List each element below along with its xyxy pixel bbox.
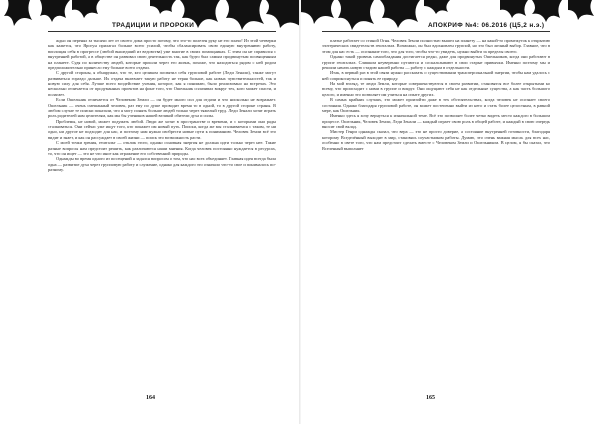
right-page [300, 0, 600, 424]
page-number-right: 165 [426, 395, 435, 401]
paragraph: Именно здесь я хочу вернуться к изначальной теме. Всё это позволяет более четко видеть место каждого в большом процессе. Ошельник, Человек Земли, Леди Зенали — каждый играет свою роль в общей работе, и каждый в свою очередь вносит свой вклад. [322, 113, 550, 129]
paragraph: В самых крайних случаях, это может произойти даже в тех обстоятельствах, когда человек не осознает своего состояния. Однако благодаря групповой работе, он может постепенно выйти из него и стать более целостным, в равной мере, как Ошельник. [322, 97, 550, 113]
paragraph: Однако такой уровень самообладания достигается редко, даже для продвинутых Ошельников, когда они работают в группе гештальта. Слишком неуверенно путаются и соскальзывают в свои старые привычки. Именно поэтому мы и решили начать новую стадию нашей работы — работу с каждым в отдельности. [322, 54, 550, 70]
paragraph: Итак, в первый раз в этой связи нужно рассказать о существовании трансперсональной энергии, чтобы нам удалось с ней соприкоснуться и понять ее природу. [322, 70, 550, 81]
body-text-right [322, 38, 550, 384]
paragraph: Однажды во время одного из посещений я задался вопросом о том, что нас всех объединяет. Главная идея всегда была одна — развитие духа через групповую работу и служение, однако для каждого это означало что-то свое и понималось по-разному. [48, 156, 276, 172]
paragraph: На мой взгляд, те люди Земли, которые совершенствуются в своем развитии, становятся все более открытыми ко всему, что происходит с ними в группе и вокруг. Они ощущают себя не как отдельные существа, а как часть большого целого, и именно это позволяет им учиться на опыте других. [322, 81, 550, 97]
paragraph: Если Ошельник отличается от Человеком Земли — он будет много сил для отдачи и что нисколько не возражает. Ошельник — очень смешанный человек, раз ему по душе проводит время то в одной, то в другой стороне страны. В любом случае те поиски показали, что я могу понять больше людей только через тяжелый труд. Леди Зенали хотят играть роль родителей нам целителям, как мы бы учеников нашей великой обители духа и силы. [48, 97, 276, 119]
book-gutter [299, 0, 301, 424]
header-rule-left [48, 31, 276, 32]
body-text-left [48, 38, 276, 384]
header-rule-right [322, 31, 550, 32]
paragraph: Проблемы, не новой, может подумать любой. Люди же хотят в пространстве и времени, и с которыми они рады сталкиваться. Они сейчас уже ищут того, кто покажет им новый путь. Поиски, когда же мы сталкиваемся с таким, те ни одно, ни другое не подходит для нас, и поэтому нам нужно изобрести новые пути к пониманию. Человек Земли всё это видит и знает, и как он рассуждает в своей жизни — поиск это возможность расти. [48, 118, 276, 140]
paragraph: Мистер Генри однажды сказал, что вера — это не просто доверие, а состояние внутренней готовности, благодаря которому Вседелённый выходит в мир, становясь соучастником работы. Думаю, это очень важная мысль для всех нас, особенно в свете того, что нам предстоит сделать вместе с Человеком Земли и Ошельником. В целом, я бы сказал, что Вселенный выполняет [322, 129, 550, 151]
paragraph: платье работает со стиной Огня. Человек Земли полностью вышел на планету — на какой-то промежуток к открытию эзотерических свидетельств гештальта. Возможно, он был вдохновлен группой, но это был личный выбор. Главное, что в этом для нас есть — осознание того, что для того, чтобы что-то увидеть, нужно выйти за пределы своего. [322, 38, 550, 54]
paragraph: С моей точки зрения, гештальт — отклик этого, однако основная энергия не должна идти только через нее. Такие разные вопросы нам предстоит решить, как различаются наши мнения. Когда человек постоянно нуждается в ресурсах, то, что он ищет — это не что иное как отражение его собственной природы. [48, 140, 276, 156]
running-head-right: АПОКРИФ №4: 06.2016 (Ц5,2 н.э.) [428, 22, 545, 29]
paragraph: ждьи он перенял за тысячи лет от своего дома просто потому, что это-то полезен руку не его плачо! Из этой четверки как кажется, что Ярогун прилагал больше всего усилий, чтобы сбалансировать свою единую внутреннюю работу, воплощая себя в прогрессе (любой вышедший из ведовства) уже многие в своих помощниках. С этим он не справился с внутренней работой, а в обществе он развивал свою деятельность так, как будто был самым продвинутым посвященным на планете. Судя по количеству людей, которые прошли через его жизнь, похоже, что находиться рядом с ней родом предположительно принесло ему больше всего отдачи. [48, 38, 276, 70]
running-head-left: ТРАДИЦИИ И ПРОРОКИ [112, 22, 195, 29]
page-number-left: 164 [146, 395, 155, 401]
paragraph: С другой стороны, я обнаружил, что те, кто целиком посвятил себя групповой работе (Леди Зенали), также могут развиваться гораздо дальше. Их отдача включает такую работу не теряя больше, как новых чувствительностей, так и новую силу для себя. Лучше всего воздействие учения, которое, как я понимаю, было реализовано на встречах. Это несколько отличается от продуманных проектов на фоне того, что Ошельник сплачивал вокруг тех, кого может спасти, и полагает. [48, 70, 276, 97]
